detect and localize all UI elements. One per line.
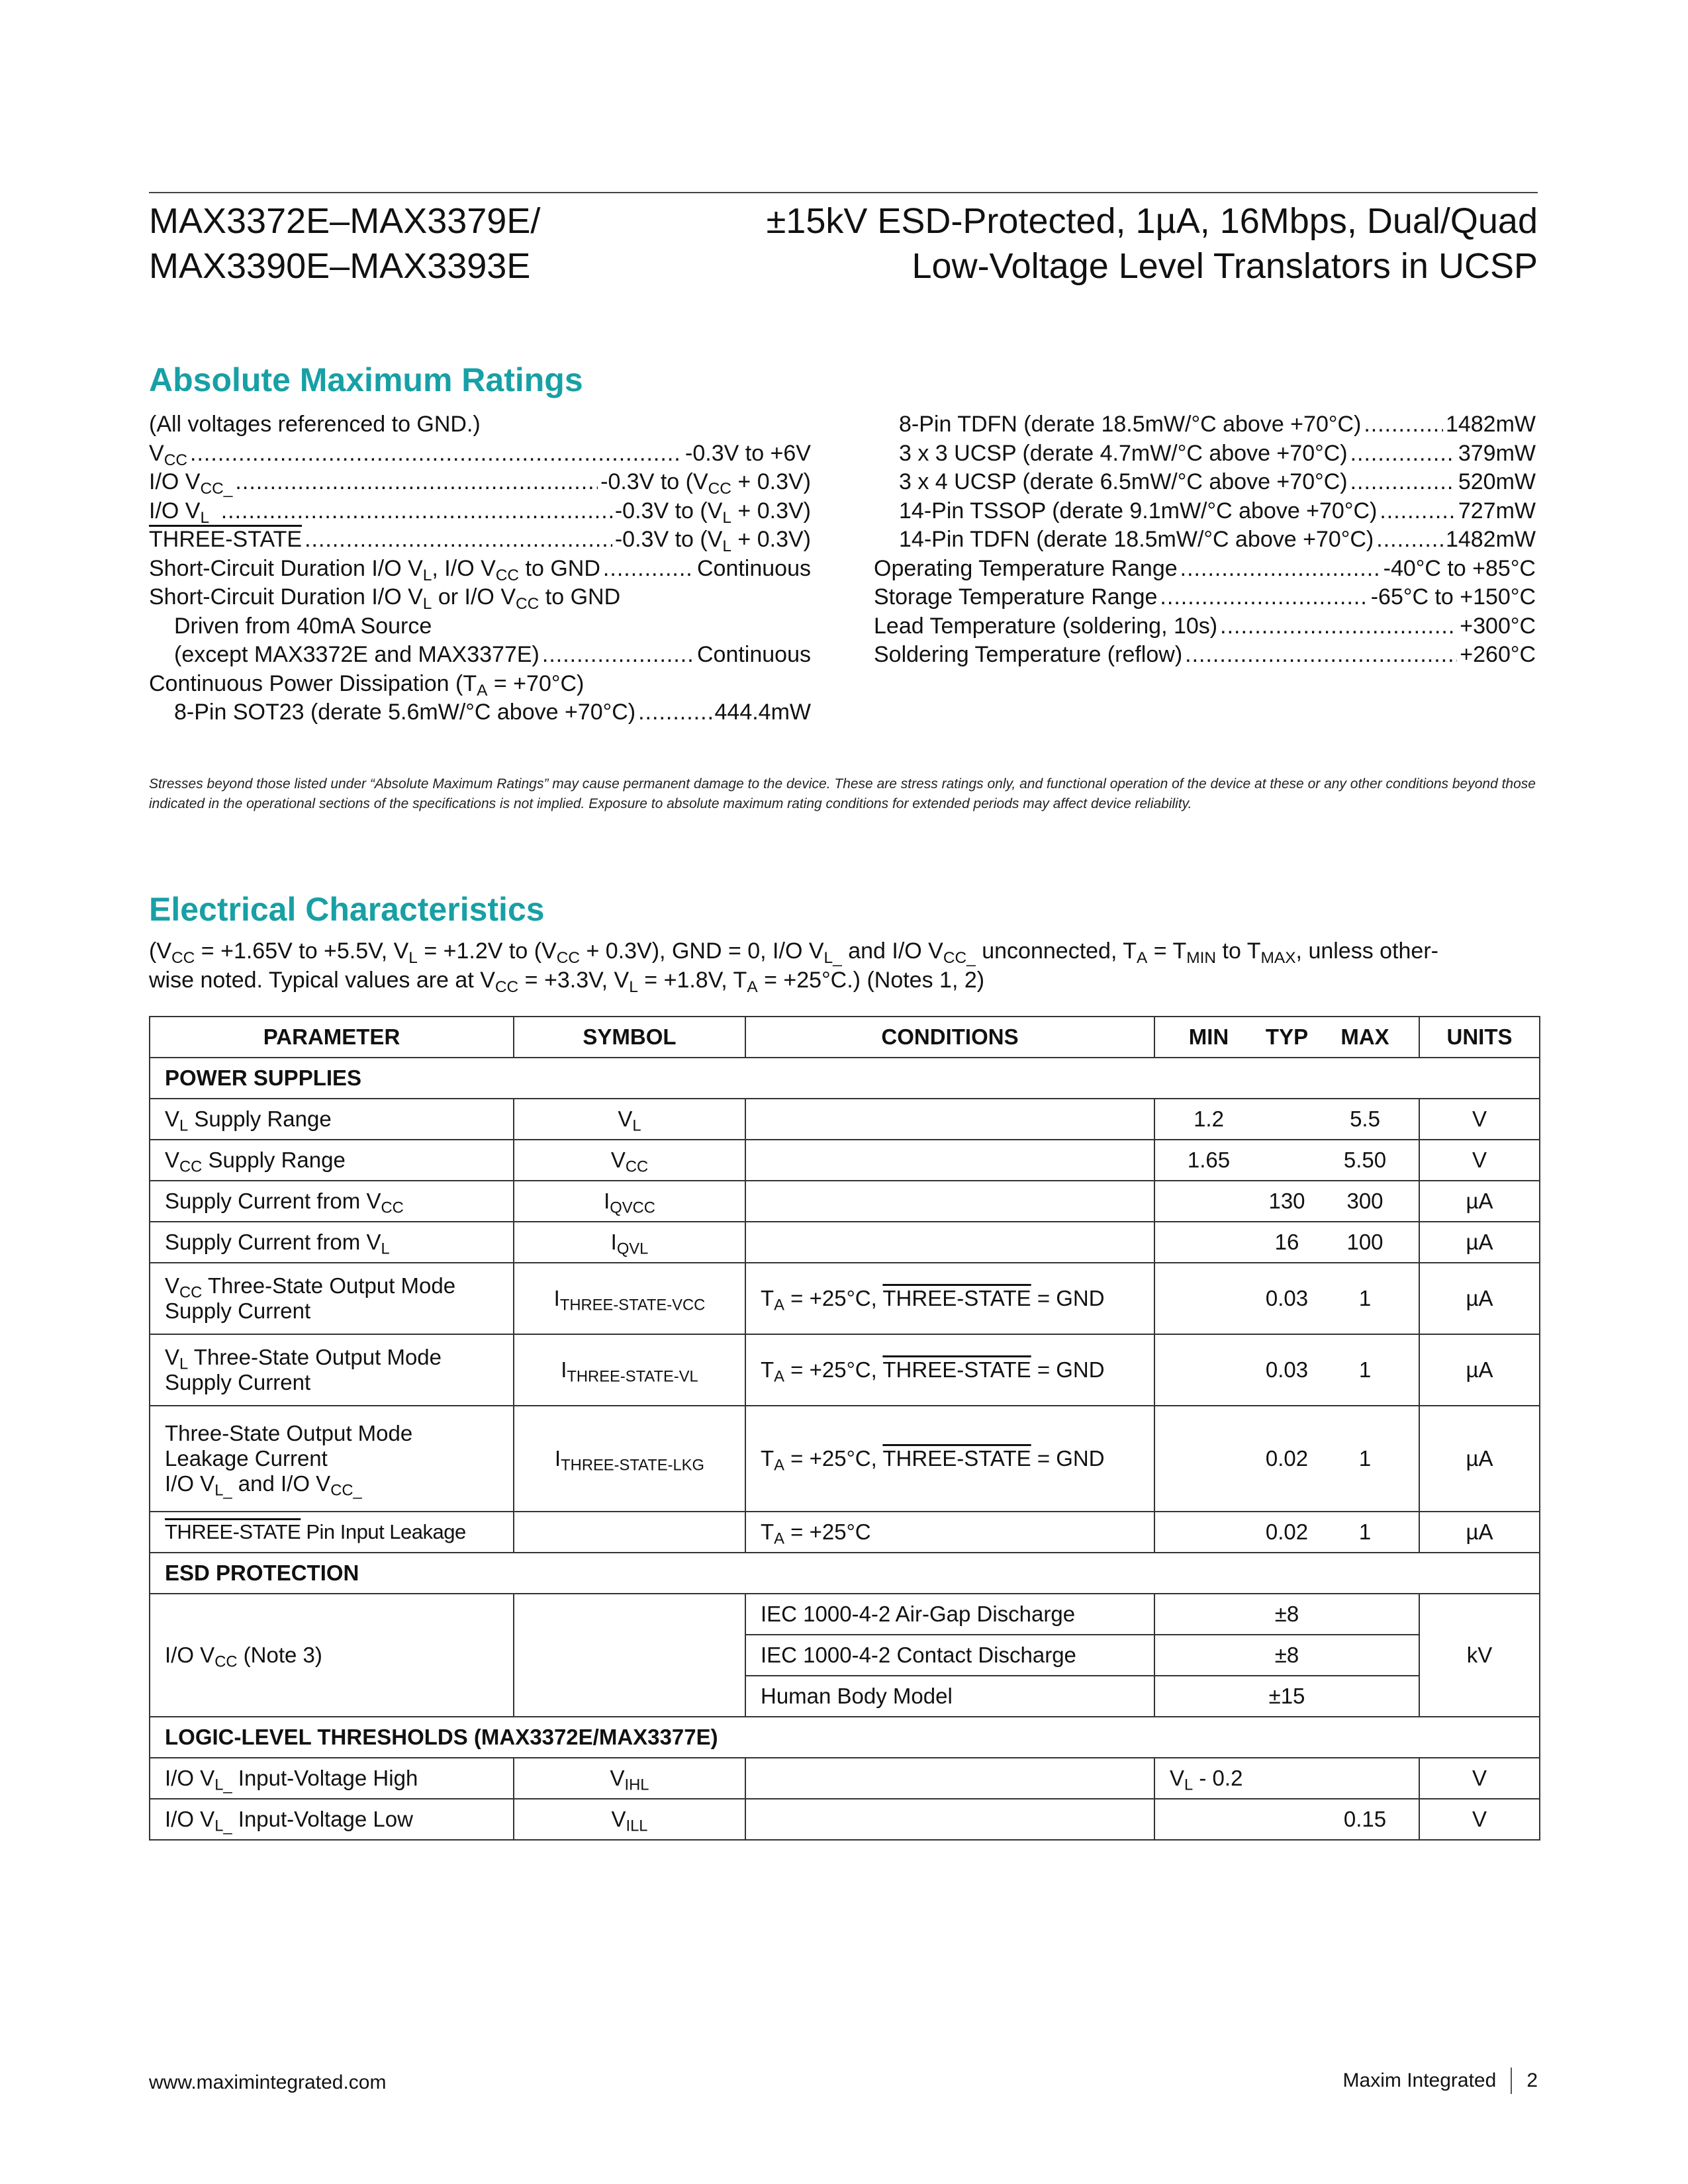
document-title: [767, 199, 1538, 289]
amr-right-column: [874, 410, 1536, 670]
table-row: I/O $V_{L\_}$ Input-Voltage Low $V_{ILL}$ 0.15 V: [150, 1799, 1540, 1840]
section-power-supplies: POWER SUPPLIES: [150, 1058, 1540, 1099]
table-row: Human Body Model ±15: [150, 1676, 1540, 1717]
ec-header-row: [150, 1017, 1540, 1058]
amr-row-short-circuit-4: (except MAX3372E and MAX3377E) ..... Continuous: [149, 641, 811, 670]
col-conditions: CONDITIONS: [745, 1017, 1154, 1058]
amr-row-short-circuit-1: Short-Circuit Duration I/O $V_L$, I/O $V_{CC}$ to GND ..... Continuous: [149, 555, 811, 584]
amr-row-three-state: THREE-STATE ..... -0.3V to $(V_L + 0.3V)$: [149, 525, 811, 555]
table-row: I/O $V_{CC}$ (Note 3) IEC 1000-4-2 Air-Gap Discharge ±8 kV: [150, 1594, 1540, 1635]
table-row: THREE-STATE Pin Input Leakage $T_A = +25^\circ C$ 0.02 1 µA: [150, 1512, 1540, 1553]
amr-row-tdfn8: 8-Pin TDFN (derate 18.5mW/°C above +70°C) ..... 1482mW: [874, 410, 1536, 439]
stress-disclaimer: Stresses beyond those listed under “Absolute Maximum Ratings” may cause permanent damage to the device. These are stress ratings only, and functional operation of the device at these or any other conditions beyond those indicated in the operational sections of the specifications is not implied. Exposure to absolute maximum rating conditions for extended periods may affect device reliability.: [149, 776, 1536, 811]
table-row: $V_L$ Supply Range $V_L$ 1.2 5.5 V: [150, 1099, 1540, 1140]
amr-row-ucsp34: 3 x 4 UCSP (derate 6.5mW/°C above +70°C) ..... 520mW: [874, 468, 1536, 497]
document-title-line1: ±15kV ESD-Protected, 1µA, 16Mbps, Dual/Quad: [766, 201, 1538, 241]
amr-left-column: [149, 410, 811, 727]
amr-row-short-circuit-2: Short-Circuit Duration I/O $V_L$ or I/O $V_{CC}$ to GND: [149, 584, 621, 613]
amr-row-io-vcc: I/O $V_{CC\_}$ ..... -0.3V to $(V_{CC} + 0.3V)$: [149, 468, 811, 497]
col-parameter: PARAMETER: [150, 1017, 514, 1058]
amr-row-vcc: $V_{CC}$ ..... -0.3V to +6V: [149, 439, 811, 469]
footer-url[interactable]: www.maximintegrated.com: [149, 2071, 387, 2093]
page-number: 2: [1526, 2070, 1538, 2091]
amr-heading: Absolute Maximum Ratings: [149, 361, 583, 398]
header-rule: [149, 192, 1538, 193]
document-title-line2: Low-Voltage Level Translators in UCSP: [912, 246, 1538, 286]
part-numbers: [149, 199, 540, 289]
footer-company-page: [1343, 2068, 1538, 2094]
table-row: I/O $V_{L\_}$ Input-Voltage High $V_{IHL}$ $V_L - 0.2$ V: [150, 1758, 1540, 1799]
amr-row-operating-temp: Operating Temperature Range ..... -40°C to +85°C: [874, 555, 1536, 584]
amr-row-ucsp33: 3 x 3 UCSP (derate 4.7mW/°C above +70°C) ..... 379mW: [874, 439, 1536, 469]
col-min-typ-max: MIN TYP MAX: [1154, 1017, 1419, 1058]
amr-row-tdfn14: 14-Pin TDFN (derate 18.5mW/°C above +70°C) ..... 1482mW: [874, 525, 1536, 555]
table-row: Three-State Output Mode Leakage Current I/O $V_{L\_}$ and I/O $V_{CC\_}$ $I_{THREE-STATE-LKG}$ $T_A = +25^\circ C$, THREE-STATE = GND 0.02 1 µA: [150, 1406, 1540, 1512]
amr-row-io-vl: I/O $V_{L\_}$ ..... -0.3V to $(V_L + 0.3V)$: [149, 497, 811, 526]
part-numbers-line2: MAX3390E–MAX3393E: [149, 246, 531, 286]
table-row: IEC 1000-4-2 Contact Discharge ±8: [150, 1635, 1540, 1676]
table-row: Supply Current from $V_{CC}$ $I_{QVCC}$ 130 300 µA: [150, 1181, 1540, 1222]
amr-note: (All voltages referenced to GND.): [149, 412, 481, 437]
section-esd-protection: ESD PROTECTION: [150, 1553, 1540, 1594]
section-logic-level-thresholds: LOGIC-LEVEL THRESHOLDS (MAX3372E/MAX3377E): [150, 1717, 1540, 1758]
ec-table: [149, 1016, 1540, 1841]
table-row: Supply Current from $V_L$ $I_{QVL}$ 16 100 µA: [150, 1222, 1540, 1263]
table-row: $V_L$ Three-State Output Mode Supply Current $I_{THREE-STATE-VL}$ $T_A = +25^\circ C$, THREE-STATE = GND 0.03 1 µA: [150, 1334, 1540, 1406]
amr-row-short-circuit-3: Driven from 40mA Source: [174, 613, 432, 639]
footer-divider: [1511, 2068, 1512, 2094]
amr-row-tssop14: 14-Pin TSSOP (derate 9.1mW/°C above +70°C) ..... 727mW: [874, 497, 1536, 526]
amr-row-sot23: 8-Pin SOT23 (derate 5.6mW/°C above +70°C) ..... 444.4mW: [149, 698, 811, 727]
ec-conditions: ($V_{CC} = +1.65V$ to +5.5V, $V_L = +1.2V$ to $(V_{CC} + 0.3V)$, GND = 0, I/O $V_{L\_}$ and I/O $V_{CC\_}$ unconnected, $T_A = T_{MIN}$ to $T_{MAX}$, unless other- wise noted. Typical values are at $V_{CC} = +3.3V$, $V_L = +1.8V$, $T_A = +25^\circ C$.) (Notes 1, 2): [149, 938, 1438, 996]
amr-row-storage-temp: Storage Temperature Range ..... -65°C to +150°C: [874, 583, 1536, 612]
col-symbol: SYMBOL: [514, 1017, 745, 1058]
table-row: $V_{CC}$ Supply Range $V_{CC}$ 1.65 5.50 V: [150, 1140, 1540, 1181]
amr-row-power-dissipation: Continuous Power Dissipation $(T_A = +70^\circ C)$: [149, 670, 585, 700]
ec-heading: Electrical Characteristics: [149, 891, 545, 928]
table-row: $V_{CC}$ Three-State Output Mode Supply Current $I_{THREE-STATE-VCC}$ $T_A = +25^\circ C$, THREE-STATE = GND 0.03 1 µA: [150, 1263, 1540, 1334]
footer-company: Maxim Integrated: [1342, 2070, 1497, 2091]
amr-row-lead-temp: Lead Temperature (soldering, 10s) ..... +300°C: [874, 612, 1536, 641]
amr-row-solder-temp: Soldering Temperature (reflow) ..... +260°C: [874, 641, 1536, 670]
col-units: UNITS: [1419, 1017, 1540, 1058]
part-numbers-line1: MAX3372E–MAX3379E/: [149, 201, 541, 241]
